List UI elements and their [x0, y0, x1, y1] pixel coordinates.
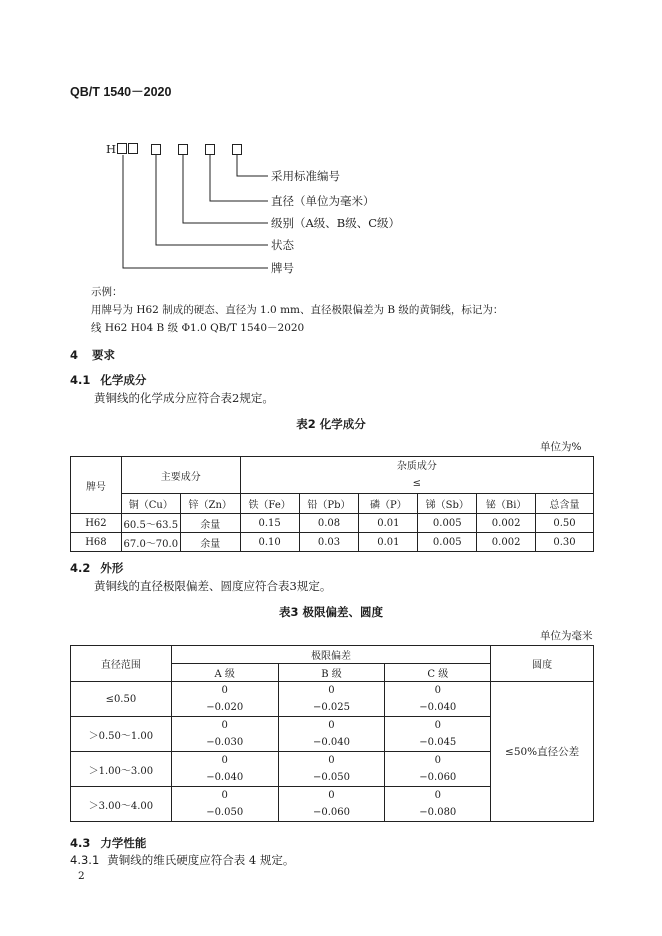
deviation-lower: −0.025 [312, 702, 350, 713]
table-cell: ＞3.00～4.00 [71, 787, 172, 822]
table-cell: 0.30 [536, 533, 594, 552]
table-cell [171, 752, 278, 787]
deviation-upper: 0 [221, 790, 228, 801]
table2-unit: 单位为% [540, 441, 582, 453]
deviation-upper: 0 [221, 755, 228, 766]
table-cell: 0.08 [299, 514, 359, 533]
deviation-lower: −0.040 [206, 772, 244, 783]
header-roundness: 圆度 [491, 646, 594, 682]
table-cell: 67.0～70.0 [121, 533, 180, 552]
table-header-row [71, 457, 594, 494]
table-cell [171, 787, 278, 822]
designation-leader-lines [0, 0, 662, 300]
deviation-lower: −0.050 [312, 772, 350, 783]
header-fe: 铁（Fe） [240, 494, 299, 514]
header-total: 总含量 [536, 494, 594, 514]
table-cell: 0.005 [418, 533, 477, 552]
header-zn: 锌（Zn） [180, 494, 240, 514]
table-cell: 0.002 [477, 533, 536, 552]
table3-caption: 表3 极限偏差、圆度 [278, 605, 383, 619]
deviation-upper: 0 [434, 685, 441, 696]
deviation-upper: 0 [434, 720, 441, 731]
header-cu: 铜（Cu） [121, 494, 180, 514]
label-grade-level: 级别（A级、B级、C级） [271, 216, 401, 230]
table-row [71, 533, 594, 552]
label-diameter: 直径（单位为毫米） [271, 194, 375, 208]
table-header-row [71, 646, 594, 664]
section-4-3-heading [70, 835, 146, 851]
label-temper: 状态 [271, 238, 294, 252]
deviation-lower: −0.060 [419, 772, 457, 783]
table-cell: ＞0.50～1.00 [71, 717, 172, 752]
table-row [71, 514, 594, 533]
header-sb: 锑（Sb） [418, 494, 477, 514]
header-grade-a: A 级 [171, 664, 278, 682]
section-number: 4.3 [70, 836, 91, 850]
section-4-1-body: 黄铜线的化学成分应符合表2规定。 [94, 391, 274, 405]
deviation-upper: 0 [221, 685, 228, 696]
deviation-lower: −0.040 [419, 702, 457, 713]
section-title: 力学性能 [100, 836, 147, 850]
table3-deviation-roundness [70, 645, 594, 822]
table-cell [385, 752, 491, 787]
page-number: 2 [78, 870, 85, 882]
section-title: 化学成分 [100, 373, 147, 387]
code-prefix: H [106, 142, 117, 156]
deviation-upper: 0 [328, 685, 335, 696]
table-row [71, 682, 594, 717]
header-impurities-label: 杂质成分 [396, 461, 437, 472]
table-cell: 0.01 [359, 533, 418, 552]
table-cell: H62 [71, 514, 122, 533]
deviation-lower: −0.045 [419, 737, 457, 748]
table-cell [278, 682, 385, 717]
deviation-lower: −0.030 [206, 737, 244, 748]
leader-line [237, 155, 268, 176]
table-cell [171, 717, 278, 752]
header-max-symbol: ≤ [412, 478, 422, 489]
table-cell [385, 787, 491, 822]
header-p: 磷（P） [359, 494, 418, 514]
section-4-heading [70, 347, 115, 363]
table-cell: ＞1.00～3.00 [71, 752, 172, 787]
table-cell: 余量 [180, 514, 240, 533]
table-cell: 0.15 [240, 514, 299, 533]
header-bi: 铋（Bi） [477, 494, 536, 514]
table2-chemical-composition [70, 456, 594, 552]
label-alloy-grade: 牌号 [271, 261, 294, 275]
table-cell: H68 [71, 533, 122, 552]
section-4-1-heading [70, 372, 146, 388]
example-text: 用牌号为 H62 制成的硬态、直径为 1.0 mm、直径极限偏差为 B 级的黄铜线，标记为： [91, 304, 504, 316]
deviation-upper: 0 [434, 790, 441, 801]
deviation-lower: −0.020 [206, 702, 244, 713]
table-cell [171, 682, 278, 717]
table-cell [385, 717, 491, 752]
section-number: 4 [70, 348, 79, 362]
table-cell [278, 787, 385, 822]
table-cell [385, 682, 491, 717]
example-marking: 线 H62 H04 B 级 Φ1.0 QB/T 1540－2020 [91, 322, 305, 334]
leader-line [156, 155, 268, 245]
deviation-lower: −0.040 [312, 737, 350, 748]
section-number: 4.1 [70, 373, 91, 387]
table2-caption: 表2 化学成分 [296, 417, 366, 431]
leader-line [210, 155, 268, 201]
section-4-3-1-body: 黄铜线的维氏硬度应符合表 4 规定。 [107, 853, 295, 867]
table-cell [278, 717, 385, 752]
header-limit-deviation: 极限偏差 [171, 646, 490, 664]
section-4-2-heading [70, 560, 123, 576]
table-cell: 0.50 [536, 514, 594, 533]
table-cell [278, 752, 385, 787]
header-diameter-range: 直径范围 [71, 646, 172, 682]
deviation-lower: −0.050 [206, 807, 244, 818]
header-main-components: 主要成分 [121, 457, 240, 494]
label-standard-number: 采用标准编号 [271, 169, 340, 183]
table3-unit: 单位为毫米 [540, 630, 593, 642]
section-4-3-1-line [70, 852, 294, 868]
deviation-upper: 0 [328, 790, 335, 801]
header-grade-c: C 级 [385, 664, 491, 682]
section-4-2-body: 黄铜线的直径极限偏差、圆度应符合表3规定。 [94, 579, 332, 593]
table-cell: 60.5～63.5 [121, 514, 180, 533]
table-cell: 0.005 [418, 514, 477, 533]
table-header-row [71, 494, 594, 514]
deviation-upper: 0 [434, 755, 441, 766]
standard-code-header: QB/T 1540－2020 [70, 85, 172, 99]
table-cell: ≤0.50 [71, 682, 172, 717]
deviation-upper: 0 [221, 720, 228, 731]
table-cell: 0.10 [240, 533, 299, 552]
deviation-upper: 0 [328, 755, 335, 766]
table-cell: 余量 [180, 533, 240, 552]
header-pb: 铅（Pb） [299, 494, 359, 514]
section-number: 4.2 [70, 561, 91, 575]
header-grade: 牌号 [71, 457, 122, 514]
deviation-lower: −0.060 [312, 807, 350, 818]
header-impurities [240, 457, 593, 494]
example-heading: 示例： [91, 286, 123, 298]
deviation-lower: −0.080 [419, 807, 457, 818]
header-grade-b: B 级 [278, 664, 385, 682]
deviation-upper: 0 [328, 720, 335, 731]
table-cell: 0.03 [299, 533, 359, 552]
section-title: 要求 [92, 348, 116, 362]
table-cell: 0.01 [359, 514, 418, 533]
roundness-value: ≤50%直径公差 [491, 682, 594, 822]
section-title: 外形 [100, 561, 124, 575]
leader-line [183, 155, 268, 223]
section-number: 4.3.1 [70, 853, 100, 867]
table-cell: 0.002 [477, 514, 536, 533]
leader-line [123, 155, 268, 268]
